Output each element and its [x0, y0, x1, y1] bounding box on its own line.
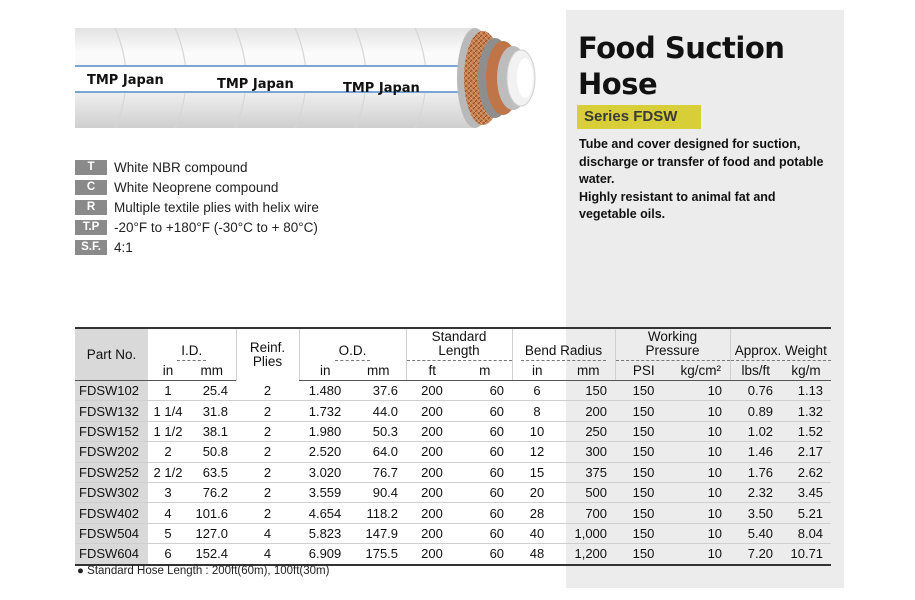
- table-cell: 2.32: [747, 485, 774, 501]
- part-number-cell: FDSW302: [75, 482, 148, 502]
- table-cell: 150: [632, 485, 655, 501]
- table-cell: 1.13: [797, 383, 824, 399]
- spec-table: [75, 327, 831, 566]
- table-cell: 150: [632, 525, 655, 541]
- unit-lbsft: lbs/ft: [730, 361, 781, 381]
- table-cell: 10: [707, 464, 723, 480]
- table-cell: 44.0: [372, 403, 399, 419]
- table-cell: 7.20: [747, 546, 774, 562]
- table-cell: 60: [489, 423, 505, 439]
- table-cell: 175.5: [365, 546, 399, 562]
- table-cell: 60: [489, 546, 505, 562]
- part-number-cell: FDSW202: [75, 442, 148, 462]
- part-number-cell: FDSW402: [75, 503, 148, 523]
- table-cell: 200: [585, 403, 608, 419]
- header-approx-weight: Approx. Weight: [731, 344, 831, 361]
- table-cell: 2.520: [308, 444, 342, 460]
- table-cell: 3.50: [747, 505, 774, 521]
- spec-code: R: [75, 200, 107, 215]
- spec-tube: [75, 158, 248, 176]
- table-cell: 10.71: [790, 546, 824, 562]
- spec-code: T.P: [75, 220, 107, 235]
- hose-image: [75, 22, 555, 134]
- table-cell: 63.5: [202, 464, 229, 480]
- table-row: [75, 482, 831, 502]
- table-cell: 60: [489, 485, 505, 501]
- table-cell: 2.62: [797, 464, 824, 480]
- unit-in: in: [299, 361, 351, 381]
- table-cell: 5: [164, 525, 172, 541]
- part-number-cell: FDSW604: [75, 544, 148, 565]
- footnote-text: Standard Hose Length : 200ft(60m), 100ft(30m): [87, 565, 330, 577]
- table-row: [75, 381, 831, 401]
- unit-in: in: [512, 361, 562, 381]
- table-cell: 4: [164, 505, 172, 521]
- table-cell: 2 1/2: [153, 464, 183, 480]
- table-cell: 90.4: [372, 485, 399, 501]
- table-cell: 4: [263, 525, 272, 541]
- unit-kgm: kg/m: [781, 361, 831, 381]
- product-description: [579, 136, 829, 224]
- spec-text: Multiple textile plies with helix wire: [114, 199, 319, 215]
- table-row: [75, 462, 831, 482]
- spec-text: 4:1: [114, 239, 133, 255]
- table-cell: 700: [585, 505, 608, 521]
- table-cell: 10: [529, 423, 545, 439]
- brand-label: TMP Japan: [217, 77, 294, 92]
- table-cell: 10: [707, 383, 723, 399]
- table-cell: 200: [421, 505, 443, 521]
- table-cell: 1: [164, 383, 172, 399]
- table-cell: 20: [529, 485, 545, 501]
- table-cell: 10: [707, 525, 723, 541]
- table-cell: 150: [632, 464, 655, 480]
- description-line: Tube and cover designed for suction, discharge or transfer of food and potable water.: [579, 137, 824, 186]
- spec-text: White NBR compound: [114, 159, 248, 175]
- table-cell: 31.8: [202, 403, 229, 419]
- table-row: [75, 401, 831, 421]
- table-cell: 6.909: [308, 546, 342, 562]
- table-cell: 60: [489, 525, 505, 541]
- table-cell: 200: [421, 485, 443, 501]
- table-cell: 2: [263, 403, 272, 419]
- table-cell: 50.3: [372, 423, 399, 439]
- unit-kgcm2: kg/cm²: [672, 361, 730, 381]
- table-cell: 60: [489, 464, 505, 480]
- unit-mm: mm: [562, 361, 615, 381]
- table-cell: 200: [421, 383, 443, 399]
- table-row: [75, 442, 831, 462]
- brand-label: TMP Japan: [343, 81, 420, 96]
- table-cell: 64.0: [372, 444, 399, 460]
- table-cell: 1.480: [308, 383, 342, 399]
- table-cell: 15: [529, 464, 545, 480]
- table-cell: 150: [632, 505, 655, 521]
- table-cell: 1.46: [747, 444, 774, 460]
- table-cell: 38.1: [202, 423, 229, 439]
- table-cell: 2.17: [797, 444, 824, 460]
- unit-mm: mm: [351, 361, 406, 381]
- table-cell: 3.020: [308, 464, 342, 480]
- table-cell: 1,000: [574, 525, 608, 541]
- spec-safety-factor: [75, 238, 133, 256]
- table-cell: 60: [489, 383, 505, 399]
- unit-psi: PSI: [615, 361, 672, 381]
- table-cell: 150: [632, 546, 655, 562]
- spec-text: -20°F to +180°F (-30°C to + 80°C): [114, 219, 318, 235]
- series-badge: Series FDSW: [577, 105, 701, 129]
- unit-in: in: [148, 361, 188, 381]
- table-cell: 127.0: [195, 525, 229, 541]
- table-cell: 10: [707, 423, 723, 439]
- header-od: O.D.: [335, 344, 371, 361]
- table-cell: 147.9: [365, 525, 399, 541]
- table-row: [75, 544, 831, 565]
- part-number-cell: FDSW152: [75, 421, 148, 441]
- table-cell: 40: [529, 525, 545, 541]
- table-cell: 2: [263, 423, 272, 439]
- unit-mm: mm: [188, 361, 236, 381]
- table-cell: 152.4: [195, 546, 229, 562]
- table-cell: 6: [533, 383, 541, 399]
- table-cell: 200: [421, 464, 443, 480]
- table-cell: 5.21: [797, 505, 824, 521]
- table-cell: 101.6: [195, 505, 229, 521]
- part-number-cell: FDSW252: [75, 462, 148, 482]
- spec-temperature: [75, 218, 318, 236]
- brand-label: TMP Japan: [87, 73, 164, 88]
- header-reinf-plies: Reinf. Plies: [236, 328, 299, 381]
- table-cell: 76.7: [372, 464, 399, 480]
- spec-reinforcement: [75, 198, 319, 216]
- table-cell: 6: [164, 546, 172, 562]
- table-cell: 25.4: [202, 383, 229, 399]
- table-cell: 10: [707, 485, 723, 501]
- table-cell: 200: [421, 444, 443, 460]
- table-cell: 500: [585, 485, 608, 501]
- table-cell: 2: [263, 464, 272, 480]
- table-cell: 5.40: [747, 525, 774, 541]
- table-cell: 2: [164, 444, 172, 460]
- table-row: [75, 421, 831, 441]
- unit-m: m: [458, 361, 512, 381]
- table-cell: 37.6: [372, 383, 399, 399]
- table-cell: 1 1/4: [153, 403, 183, 419]
- table-cell: 2: [263, 485, 272, 501]
- table-cell: 5.823: [308, 525, 342, 541]
- table-cell: 200: [421, 423, 443, 439]
- table-cell: 48: [529, 546, 545, 562]
- table-cell: 1.732: [308, 403, 342, 419]
- table-cell: 375: [585, 464, 608, 480]
- table-cell: 118.2: [366, 505, 399, 521]
- spec-cover: [75, 178, 278, 196]
- header-bend-radius: Bend Radius: [521, 344, 606, 361]
- table-cell: 300: [585, 444, 608, 460]
- spec-code: T: [75, 160, 107, 175]
- table-cell: 8.04: [797, 525, 824, 541]
- spec-text: White Neoprene compound: [114, 179, 279, 195]
- table-cell: 60: [489, 505, 505, 521]
- table-cell: 10: [707, 444, 723, 460]
- table-cell: 1.76: [747, 464, 774, 480]
- table-cell: 200: [421, 403, 443, 419]
- table-cell: 3: [164, 485, 172, 501]
- table-cell: 60: [489, 444, 505, 460]
- part-number-cell: FDSW132: [75, 401, 148, 421]
- table-cell: 3.559: [308, 485, 342, 501]
- table-cell: 60: [489, 403, 505, 419]
- table-cell: 150: [632, 403, 655, 419]
- table-cell: 4: [263, 546, 272, 562]
- header-part-no: Part No.: [75, 328, 148, 381]
- table-cell: 10: [707, 403, 723, 419]
- table-cell: 50.8: [202, 444, 229, 460]
- table-cell: 4.654: [308, 505, 342, 521]
- part-number-cell: FDSW102: [75, 381, 148, 401]
- table-cell: 150: [632, 383, 655, 399]
- spec-code: C: [75, 180, 107, 195]
- table-cell: 28: [529, 505, 545, 521]
- table-cell: 1.32: [797, 403, 824, 419]
- unit-ft: ft: [406, 361, 458, 381]
- table-cell: 76.2: [202, 485, 229, 501]
- table-row: [75, 523, 831, 543]
- table-cell: 2: [263, 444, 272, 460]
- table-cell: 8: [533, 403, 541, 419]
- part-number-cell: FDSW504: [75, 523, 148, 543]
- table-cell: 2: [263, 382, 272, 398]
- table-cell: 150: [632, 423, 655, 439]
- table-cell: 0.89: [747, 403, 774, 419]
- header-working-pressure: Working Pressure: [616, 330, 730, 361]
- table-cell: 0.76: [747, 383, 774, 399]
- footnote: ● Standard Hose Length : 200ft(60m), 100ft(30m): [77, 565, 330, 577]
- table-row: [75, 503, 831, 523]
- header-id: I.D.: [177, 344, 206, 361]
- table-cell: 200: [421, 546, 443, 562]
- table-cell: 200: [421, 525, 443, 541]
- table-cell: 1,200: [574, 546, 608, 562]
- table-cell: 1.52: [797, 423, 824, 439]
- table-cell: 150: [585, 383, 608, 399]
- spec-code: S.F.: [75, 240, 107, 255]
- header-standard-length: Standard Length: [407, 330, 512, 361]
- table-cell: 150: [632, 444, 655, 460]
- table-cell: 250: [585, 423, 608, 439]
- description-line: Highly resistant to animal fat and vegetable oils.: [579, 189, 776, 221]
- table-cell: 10: [707, 505, 723, 521]
- table-cell: 3.45: [797, 485, 824, 501]
- table-cell: 12: [529, 444, 545, 460]
- table-cell: 10: [707, 546, 723, 562]
- product-title: Food Suction Hose: [578, 31, 785, 101]
- table-cell: 2: [263, 505, 272, 521]
- table-cell: 1.980: [308, 423, 342, 439]
- table-cell: 1.02: [747, 423, 774, 439]
- table-cell: 1 1/2: [153, 423, 183, 439]
